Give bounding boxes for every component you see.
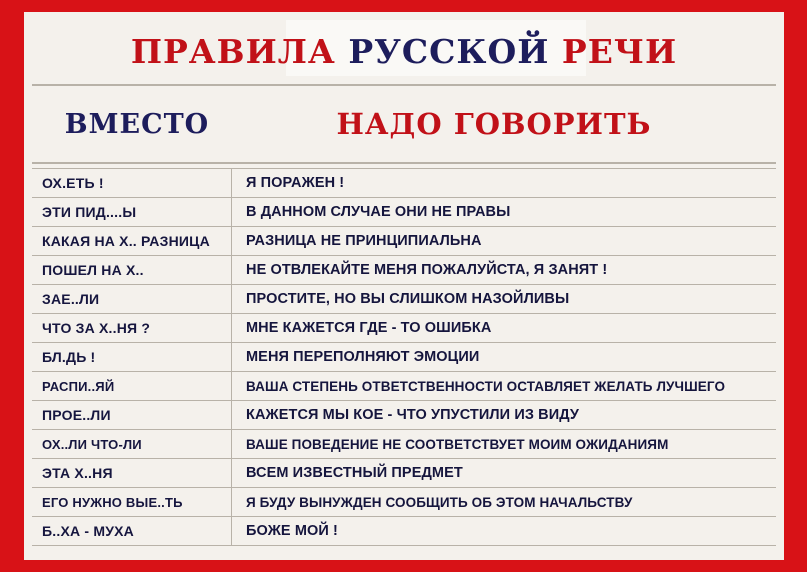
cell-instead: ПРОЕ..ЛИ — [32, 401, 232, 429]
cell-replacement: МНЕ КАЖЕТСЯ ГДЕ - ТО ОШИБКА — [246, 320, 492, 336]
cell-instead: КАКАЯ НА Х.. РАЗНИЦА — [32, 227, 232, 255]
title-area — [24, 12, 784, 84]
rules-table — [32, 168, 776, 546]
title-word-russkoy: РУССКОЙ — [348, 32, 562, 71]
table-row — [32, 227, 776, 256]
cell-instead: БЛ.ДЬ ! — [32, 343, 232, 371]
page-title — [24, 32, 784, 71]
title-word-pravila: ПРАВИЛА — [130, 32, 349, 71]
table-row — [32, 169, 776, 198]
cell-instead: ОХ.ЕТЬ ! — [32, 169, 232, 197]
cell-replacement: Я БУДУ ВЫНУЖДЕН СООБЩИТЬ ОБ ЭТОМ НАЧАЛЬСТВУ — [246, 494, 633, 510]
cell-replacement: БОЖЕ МОЙ ! — [246, 523, 338, 539]
cell-instead: ОХ..ЛИ ЧТО-ЛИ — [32, 430, 232, 458]
cell-instead: ПОШЕЛ НА Х.. — [32, 256, 232, 284]
table-row — [32, 459, 776, 488]
cell-replacement: Я ПОРАЖЕН ! — [246, 175, 345, 191]
cell-replacement: КАЖЕТСЯ МЫ КОЕ - ЧТО УПУСТИЛИ ИЗ ВИДУ — [246, 407, 579, 423]
table-row — [32, 314, 776, 343]
table-row — [32, 430, 776, 459]
cell-instead: ЗАЕ..ЛИ — [32, 285, 232, 313]
cell-instead: Б..ХА - МУХА — [32, 517, 232, 545]
cell-replacement: ВАШЕ ПОВЕДЕНИЕ НЕ СООТВЕТСТВУЕТ МОИМ ОЖИДАНИЯМ — [246, 436, 669, 452]
cell-instead: ЭТИ ПИД....Ы — [32, 198, 232, 226]
cell-replacement: ВАША СТЕПЕНЬ ОТВЕТСТВЕННОСТИ ОСТАВЛЯЕТ ЖЕЛАТЬ ЛУЧШЕГО — [246, 378, 726, 394]
cell-replacement: ПРОСТИТЕ, НО ВЫ СЛИШКОМ НАЗОЙЛИВЫ — [246, 291, 570, 307]
table-row — [32, 343, 776, 372]
table-row — [32, 517, 776, 546]
cell-instead: РАСПИ..ЯЙ — [32, 372, 232, 400]
table-row — [32, 372, 776, 401]
cell-replacement: НЕ ОТВЛЕКАЙТЕ МЕНЯ ПОЖАЛУЙСТА, Я ЗАНЯТ ! — [246, 262, 608, 278]
cell-instead: ЕГО НУЖНО ВЫЕ..ТЬ — [32, 488, 232, 516]
cell-replacement: РАЗНИЦА НЕ ПРИНЦИПИАЛЬНА — [246, 233, 482, 249]
cell-replacement: МЕНЯ ПЕРЕПОЛНЯЮТ ЭМОЦИИ — [246, 349, 480, 365]
cell-replacement: ВСЕМ ИЗВЕСТНЫЙ ПРЕДМЕТ — [246, 465, 463, 481]
column-header-instead: ВМЕСТО — [64, 108, 210, 140]
title-word-rechi: РЕЧИ — [561, 32, 678, 71]
cell-replacement: В ДАННОМ СЛУЧАЕ ОНИ НЕ ПРАВЫ — [246, 204, 511, 220]
poster-sheet — [24, 12, 784, 560]
table-row — [32, 256, 776, 285]
table-header-row — [32, 86, 776, 164]
cell-instead: ЭТА Х..НЯ — [32, 459, 232, 487]
cell-instead: ЧТО ЗА Х..НЯ ? — [32, 314, 232, 342]
table-row — [32, 401, 776, 430]
column-header-say-instead: НАДО ГОВОРИТЬ — [336, 107, 652, 141]
table-row — [32, 198, 776, 227]
table-row — [32, 285, 776, 314]
table-row — [32, 488, 776, 517]
